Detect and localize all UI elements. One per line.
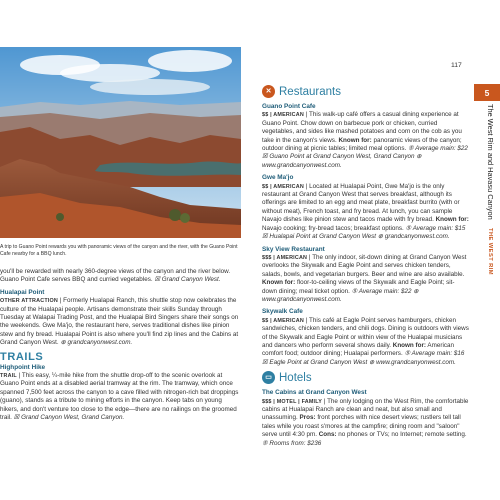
hotel-title: The Cabins at Grand Canyon West [262,389,367,397]
hualapai-web: ⊕ grandcanyonwest.com. [60,339,133,347]
left-column [0,268,241,423]
restaurants-heading-label: Restaurants [279,85,342,98]
restaurant-entry: $$$ | AMERICAN | The only indoor, sit-down dining at Grand Canyon West overlooks the Skywalk and Eagle Point and serves chicken tenders, salads, bowls, and vegetarian burgers. Beer and wine are also available. Known for: floor-to-ceiling views of the Skywalk and Eagle Point; sit-down dining; meal ticket option. ⑤ Average main: $22 ⊕ www.grandcanyonwest.com. [262,253,467,303]
restaurant-entry: $$ | AMERICAN | This walk-up café offers a casual dining experience at Guano Point. Chow down on barbecue pork or chicken, curried vegetables, and sides like mashed potatoes and corn on the cob as you take in the canyon's views. Known for: panoramic views of the canyon; outdoor dining at picnic tables; limited meal options. ⑤ Average main: $22 ☒ Guano Point at Grand Canyon West, Grand Canyon ⊕ www.grandcanyonwest.com. [262,111,468,169]
restaurant-title: Gwe Ma'jo [262,174,294,182]
intro-credit: ☒ Grand Canyon West. [154,276,221,284]
hualapai-meta: OTHER ATTRACTION [0,298,58,305]
running-head-tag: THE WEST RIM [487,227,493,275]
photo-caption: A trip to Guano Point rewards you with panoramic views of the canyon and the river, with the Guano Point Cafe nearby for a BBQ lunch. [0,244,238,257]
restaurant-title: Sky View Restaurant [262,245,325,253]
hualapai-body: Formerly Hualapai Ranch, this shuttle stop now celebrates the culture of the Hualapai people. Artisans demonstrate their skills Sunday through Tuesday at Walapai Trading Post, and the Hualapai Bird Singers share their songs on the weekends. Gwe Ma'jo, the restaurant here, serves traditional dishes like pinion stew and fry bread. Hualapai Point is also where you'll find zip lines and the Cabins at Grand Canyon West. [0,297,239,347]
restaurants-heading [262,84,469,99]
chapter-tab: 5 [474,84,500,101]
highpoint-meta: TRAIL [0,373,17,380]
highpoint-entry: TRAIL | This easy, ¼-mile hike from the shuttle drop-off to the scenic overlook at Guano Point ends at a disabled aerial tramway at the rim. The tramway, which once spanned 7,500 feet across the canyon to a cave filled with nitrogen-rich bat droppings (guano), stands as a tribute to mining efforts in the canyon. Keep tabs on young hikers, and don't venture too close to the edge—there are no railings on the groomed trail. ☒ Grand Canyon West, Grand Canyon. [0,372,239,422]
highpoint-body: This easy, ¼-mile hike from the shuttle drop-off to the scenic overlook at Guano Point ends at a disabled aerial tramway at the rim. The tramway, which once spanned 7,500 feet across the canyon to a cave filled with nitrogen-rich bat droppings (guano), stands as a tribute to mining efforts in the canyon. Keep tabs on young hikers, and don't venture too close to the edge—there are no railings on the groomed trail. [0,372,239,422]
hotels-heading-label: Hotels [279,371,312,384]
highpoint-title: Highpoint Hike [0,363,46,371]
highpoint-credit: ☒ Grand Canyon West, Grand Canyon. [13,414,125,422]
running-head [479,104,495,294]
restaurant-title: Skywalk Cafe [262,308,303,316]
running-head-title: The West Rim and Havasu Canyon [486,104,495,220]
hotel-entry: $$$ | MOTEL | FAMILY | The only lodging on the West Rim, the comfortable cabins at Hualapai Ranch are clean and neat, but also small and unassuming. Pros: front porches with nice desert views; rustlers tell tall tales while you roast s'mores at the campfire; dining room and "saloon" serve until 4:30 pm. Cons: no phones or TVs; no Internet; remote setting. ⑤ Rooms from: $236 [262,397,469,447]
restaurant-title: Guano Point Cafe [262,103,316,110]
canyon-photo [0,47,241,238]
restaurant-entry: $$ | AMERICAN | This café at Eagle Point serves hamburgers, chicken sandwiches, chicken tenders, and chili dogs. Dining is outdoors with views of the Skywalk and Eagle Point or within view of the Hualapai musicians and dancers who perform several shows daily. Known for: American comfort food; outdoor dining; Hualapai performers. ⑤ Average main: $16 ☒ Eagle Point at Grand Canyon West ⊕ www.grandcanyonwest.com. [262,316,469,366]
hotels-heading [262,370,469,385]
page-number: 117 [451,62,462,69]
intro-paragraph [0,268,241,285]
fork-knife-icon: ✕ [262,85,275,98]
bed-icon: ▭ [262,371,275,384]
intro-text: you'll be rewarded with nearly 360-degree views of the canyon and the river below. Guano Point Cafe serves BBQ and curried vegetables. [0,268,231,284]
right-column [262,84,469,448]
restaurant-entry: $$ | AMERICAN | Located at Hualapai Point, Gwe Ma'jo is the only restaurant at Grand Canyon West that serves breakfast, although its offerings are limited to an egg and meat plate, breakfast burrito (with or without meat), French toast, and fry bread. At lunch, you can sample Navajo dishes like pinion stew and tacos made with fry bread. Known for: Navajo cooking; fry-bread tacos; breakfast options. ⑤ Average main: $15 ☒ Hualapai Point at Grand Canyon West ⊕ grandcanyonwest.com. [262,182,469,241]
hualapai-title: Hualapai Point [0,288,45,296]
trails-heading: TRAILS [0,350,44,363]
hualapai-entry: OTHER ATTRACTION | Formerly Hualapai Ranch, this shuttle stop now celebrates the culture of the Hualapai people. Artisans demonstrate their skills Sunday through Tuesday at Walapai Trading Post, and the Hualapai Bird Singers share their songs on the weekends. Gwe Ma'jo, the restaurant here, serves traditional dishes like pinion stew and fry bread. Hualapai Point is also where you'll find zip lines and the Cabins at Grand Canyon West. ⊕ grandcanyonwest.com. [0,297,239,347]
